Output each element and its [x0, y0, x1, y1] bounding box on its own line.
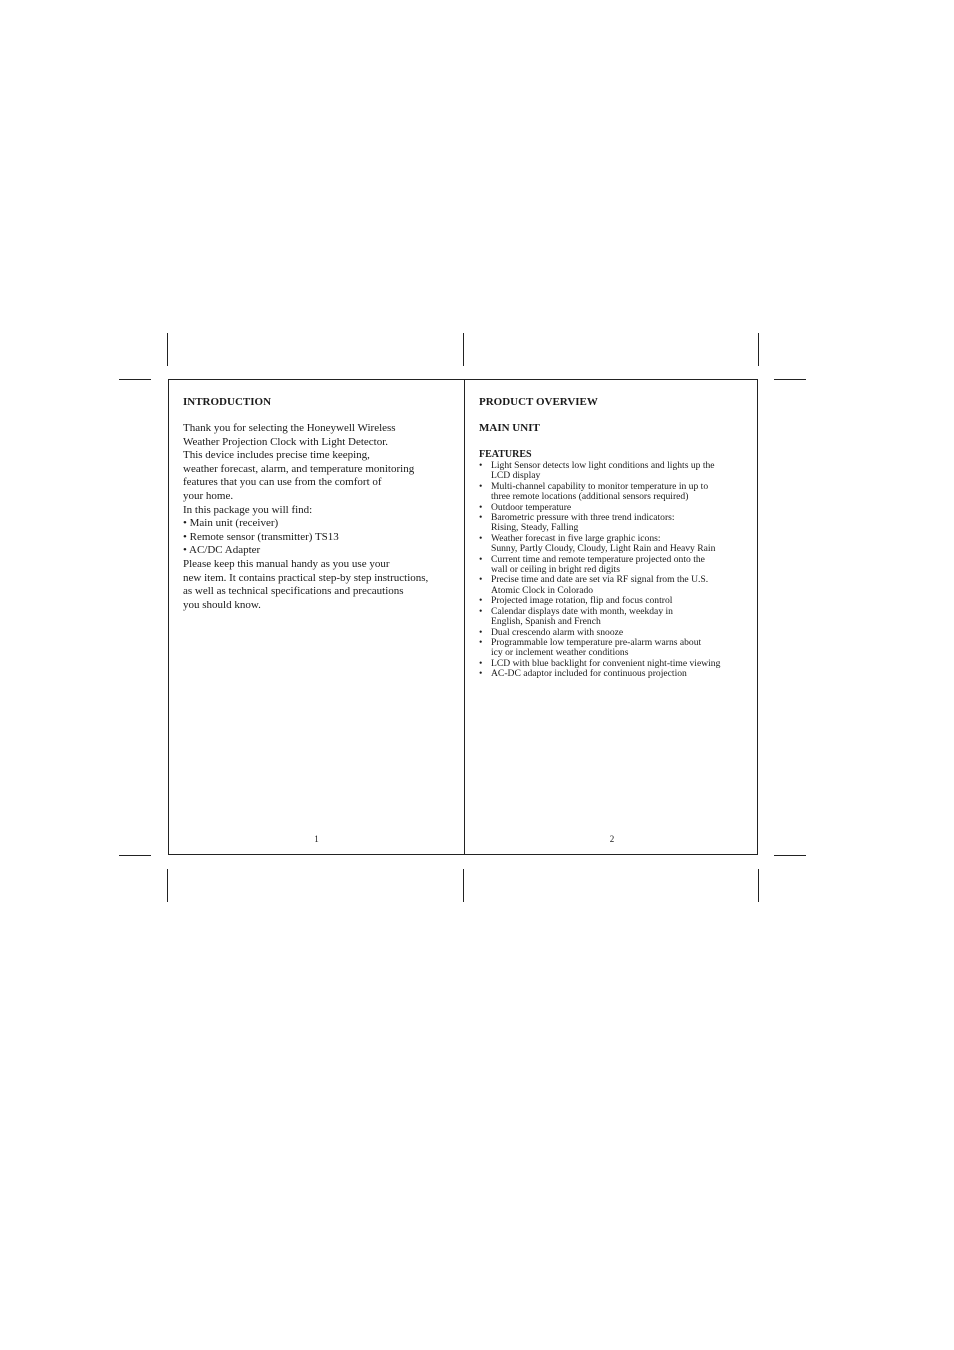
crop-mark: [167, 333, 168, 366]
feature-text: • Projected image rotation, flip and focus control: [491, 595, 673, 607]
crop-mark: [774, 379, 806, 380]
text-line: features that you can use from the comfort of: [183, 476, 382, 489]
product-overview-heading: PRODUCT OVERVIEW: [479, 396, 598, 408]
page-number: 1: [314, 834, 319, 844]
text-line: you should know.: [183, 598, 261, 611]
feature-text: Atomic Clock in Colorado: [491, 584, 594, 596]
crop-mark: [463, 333, 464, 366]
crop-mark: [119, 855, 151, 856]
crop-mark: [758, 869, 759, 902]
feature-item: [479, 534, 745, 555]
feature-text: LCD display: [491, 470, 541, 482]
feature-text: • AC-DC adaptor included for continuous projection: [491, 668, 687, 680]
feature-item: [479, 482, 745, 503]
text-line: Thank you for selecting the Honeywell Wireless: [183, 422, 396, 434]
text-line: • Main unit (receiver): [183, 517, 279, 530]
feature-text: • Dual crescendo alarm with snooze: [491, 626, 624, 638]
feature-item: [479, 575, 745, 596]
feature-text: • Multi-channel capability to monitor temperature in up to: [491, 480, 709, 492]
feature-text: three remote locations (additional sensors required): [491, 491, 689, 503]
feature-text: Sunny, Partly Cloudy, Cloudy, Light Rain and Heavy Rain: [491, 543, 716, 555]
feature-text: • LCD with blue backlight for convenient night-time viewing: [491, 657, 721, 669]
page-1: [169, 380, 464, 854]
crop-mark: [758, 333, 759, 366]
features-heading: FEATURES: [479, 449, 532, 460]
crop-mark: [167, 869, 168, 902]
feature-text: English, Spanish and French: [491, 616, 601, 628]
page-2: [465, 380, 759, 854]
text-line: as well as technical specifications and precautions: [183, 585, 404, 598]
text-line: Please keep this manual handy as you use your: [183, 557, 390, 570]
feature-text: • Current time and remote temperature projected onto the: [491, 553, 705, 565]
feature-text: • Programmable low temperature pre-alarm warns about: [491, 636, 702, 648]
feature-text: • Outdoor temperature: [491, 501, 572, 513]
crop-mark: [119, 379, 151, 380]
feature-text: icy or inclement weather conditions: [491, 647, 629, 659]
crop-mark: [774, 855, 806, 856]
page-spread: [168, 379, 758, 855]
text-line: In this package you will find:: [183, 503, 313, 516]
text-line: weather forecast, alarm, and temperature monitoring: [183, 462, 415, 475]
text-line: • Remote sensor (transmitter) TS13: [183, 530, 339, 543]
feature-text: • Precise time and date are set via RF signal from the U.S.: [491, 574, 709, 586]
feature-item: [479, 461, 745, 482]
text-line: This device includes precise time keeping,: [183, 449, 370, 462]
feature-item: [479, 669, 745, 679]
page-number: 2: [609, 834, 615, 844]
feature-text: Rising, Steady, Falling: [491, 522, 579, 534]
text-line: • AC/DC Adapter: [183, 544, 261, 557]
feature-text: wall or ceiling in bright red digits: [491, 564, 620, 576]
feature-text: • Barometric pressure with three trend indicators:: [491, 512, 675, 524]
feature-item: [479, 607, 745, 628]
introduction-heading: INTRODUCTION: [183, 396, 272, 408]
feature-item: [479, 638, 745, 659]
text-line: your home.: [183, 489, 234, 502]
crop-mark: [463, 869, 464, 902]
feature-text: • Light Sensor detects low light conditions and lights up the: [491, 460, 715, 471]
main-unit-heading: MAIN UNIT: [479, 422, 540, 434]
features-list: [479, 461, 745, 680]
feature-text: • Calendar displays date with month, weekday in: [491, 605, 673, 617]
introduction-text: [183, 422, 450, 612]
feature-item: [479, 513, 745, 534]
text-line: Weather Projection Clock with Light Detector.: [183, 435, 389, 448]
feature-item: [479, 555, 745, 576]
feature-text: • Weather forecast in five large graphic icons:: [491, 532, 661, 544]
text-line: new item. It contains practical step-by step instructions,: [183, 571, 429, 584]
